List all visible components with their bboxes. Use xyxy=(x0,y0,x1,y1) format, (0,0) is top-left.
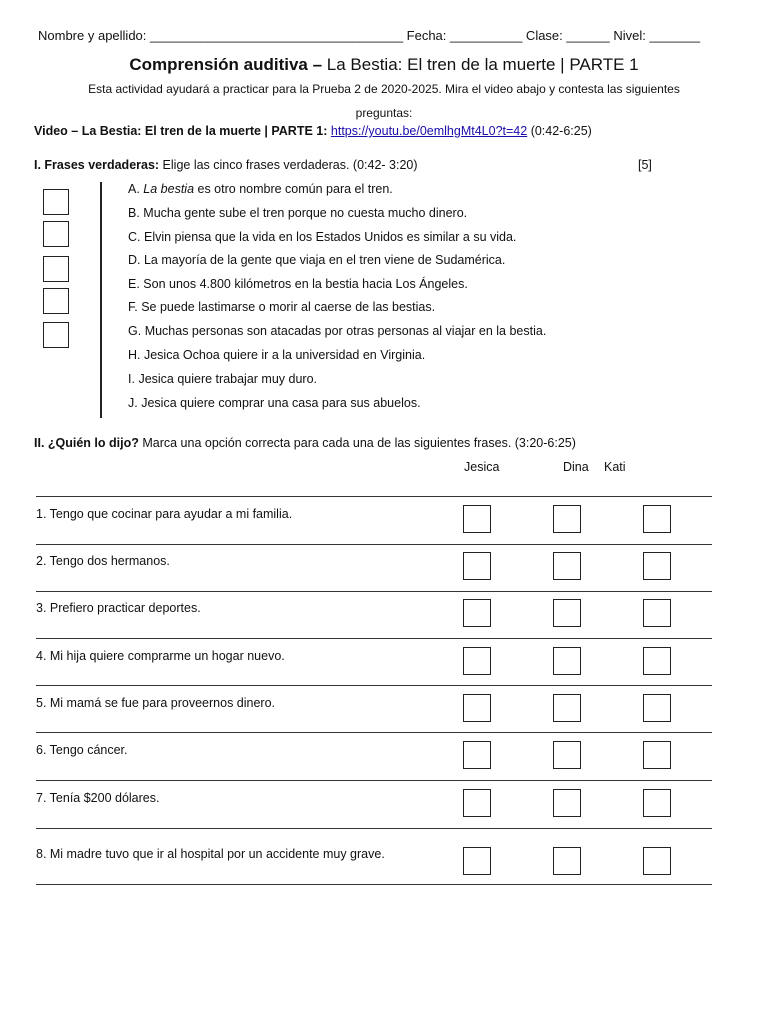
statement-letter: E. xyxy=(128,277,140,291)
statement-text: es otro nombre común para el tren. xyxy=(194,182,393,196)
question-4: 4. Mi hija quiere comprarme un hogar nuevo. xyxy=(36,649,285,663)
question-6: 6. Tengo cáncer. xyxy=(36,743,128,757)
answer-checkbox-3[interactable] xyxy=(43,256,69,282)
checkbox-q6-dina[interactable] xyxy=(553,741,581,769)
answer-checkbox-5[interactable] xyxy=(43,322,69,348)
question-7: 7. Tenía $200 dólares. xyxy=(36,791,160,805)
question-8: 8. Mi madre tuvo que ir al hospital por un accidente muy grave. xyxy=(36,847,385,861)
checkbox-q3-jesica[interactable] xyxy=(463,599,491,627)
statement-j xyxy=(128,396,421,410)
checkbox-q7-jesica[interactable] xyxy=(463,789,491,817)
title-bold: Comprensión auditiva – xyxy=(129,55,323,74)
checkbox-q2-jesica[interactable] xyxy=(463,552,491,580)
divider-line xyxy=(36,732,712,733)
answer-checkbox-4[interactable] xyxy=(43,288,69,314)
statement-text: Se puede lastimarse o morir al caerse de las bestias. xyxy=(141,300,436,314)
answer-checkbox-2[interactable] xyxy=(43,221,69,247)
checkbox-q4-jesica[interactable] xyxy=(463,647,491,675)
statement-text: Mucha gente sube el tren porque no cuesta mucho dinero. xyxy=(143,206,468,220)
statement-f xyxy=(128,300,435,314)
question-1: 1. Tengo que cocinar para ayudar a mi familia. xyxy=(36,507,293,521)
divider-line xyxy=(36,591,712,592)
statement-letter: A. xyxy=(128,182,140,196)
statement-text: Muchas personas son atacadas por otras personas al viajar en la bestia. xyxy=(144,324,547,338)
checkbox-q4-dina[interactable] xyxy=(553,647,581,675)
page-title xyxy=(0,55,768,75)
question-5: 5. Mi mamá se fue para proveernos dinero. xyxy=(36,696,276,710)
section1-divider xyxy=(100,182,102,418)
divider-line xyxy=(36,780,712,781)
statement-i xyxy=(128,372,317,386)
checkbox-q7-dina[interactable] xyxy=(553,789,581,817)
checkbox-q8-dina[interactable] xyxy=(553,847,581,875)
checkbox-q2-dina[interactable] xyxy=(553,552,581,580)
section2-heading xyxy=(34,436,576,450)
checkbox-q6-jesica[interactable] xyxy=(463,741,491,769)
statement-g xyxy=(128,324,546,338)
statement-d xyxy=(128,253,505,267)
statement-text: Elvin piensa que la vida en los Estados Unidos es similar a su vida. xyxy=(143,230,517,244)
checkbox-q1-kati[interactable] xyxy=(643,505,671,533)
statement-letter: B. xyxy=(128,206,140,220)
section1-heading-bold: I. Frases verdaderas: xyxy=(34,158,160,172)
statement-text: Jesica Ochoa quiere ir a la universidad en Virginia. xyxy=(143,348,426,362)
statement-letter: J. xyxy=(128,396,138,410)
checkbox-q5-jesica[interactable] xyxy=(463,694,491,722)
statement-a xyxy=(128,182,393,196)
statement-text: Jesica quiere comprar una casa para sus abuelos. xyxy=(141,396,421,410)
checkbox-q7-kati[interactable] xyxy=(643,789,671,817)
video-link[interactable]: https://youtu.be/0emlhgMt4L0?t=42 xyxy=(330,124,528,138)
instructions: Esta actividad ayudará a practicar para la Prueba 2 de 2020-2025. Mira el video abajo y contesta las siguientes preguntas: xyxy=(88,82,680,120)
divider-line xyxy=(36,544,712,545)
statement-letter: I. xyxy=(128,372,135,386)
section1-points: [5] xyxy=(638,158,652,172)
video-label: Video – La Bestia: El tren de la muerte | PARTE 1: xyxy=(34,124,328,138)
section2-heading-rest: Marca una opción correcta para cada una de las siguientes frases. (3:20-6:25) xyxy=(138,436,576,450)
question-3: 3. Prefiero practicar deportes. xyxy=(36,601,201,615)
statement-text: Son unos 4.800 kilómetros en la bestia hacia Los Ángeles. xyxy=(143,277,468,291)
column-header-kati: Kati xyxy=(604,460,626,474)
statement-letter: F. xyxy=(128,300,138,314)
section1-heading-rest: Elige las cinco frases verdaderas. (0:42- 3:20) xyxy=(159,158,418,172)
section1-heading xyxy=(34,158,418,172)
statement-letter: C. xyxy=(128,230,141,244)
statement-c xyxy=(128,230,516,244)
statement-b xyxy=(128,206,467,220)
title-normal: La Bestia: El tren de la muerte | PARTE 1 xyxy=(322,55,639,74)
checkbox-q3-kati[interactable] xyxy=(643,599,671,627)
checkbox-q8-kati[interactable] xyxy=(643,847,671,875)
statement-letter: H. xyxy=(128,348,141,362)
checkbox-q6-kati[interactable] xyxy=(643,741,671,769)
divider-line xyxy=(36,884,712,885)
statement-italic: La bestia xyxy=(143,182,195,196)
answer-checkbox-1[interactable] xyxy=(43,189,69,215)
video-line xyxy=(34,124,592,138)
checkbox-q5-dina[interactable] xyxy=(553,694,581,722)
divider-line xyxy=(36,685,712,686)
video-time: (0:42-6:25) xyxy=(527,124,592,138)
question-2: 2. Tengo dos hermanos. xyxy=(36,554,170,568)
checkbox-q8-jesica[interactable] xyxy=(463,847,491,875)
divider-line xyxy=(36,828,712,829)
statement-letter: G. xyxy=(128,324,142,338)
checkbox-q1-jesica[interactable] xyxy=(463,505,491,533)
statement-letter: D. xyxy=(128,253,141,267)
checkbox-q3-dina[interactable] xyxy=(553,599,581,627)
column-header-jesica: Jesica xyxy=(464,460,500,474)
column-header-dina: Dina xyxy=(563,460,589,474)
checkbox-q2-kati[interactable] xyxy=(643,552,671,580)
statement-text: La mayoría de la gente que viaja en el tren viene de Sudamérica. xyxy=(143,253,506,267)
statement-h xyxy=(128,348,425,362)
divider-line xyxy=(36,496,712,497)
statement-text: Jesica quiere trabajar muy duro. xyxy=(138,372,317,386)
statement-e xyxy=(128,277,468,291)
divider-line xyxy=(36,638,712,639)
section2-heading-bold: II. ¿Quién lo dijo? xyxy=(34,436,139,450)
student-info-line: Nombre y apellido: ___________________________________ Fecha: __________ Clase: ______ Nivel: _______ xyxy=(38,28,701,43)
checkbox-q1-dina[interactable] xyxy=(553,505,581,533)
checkbox-q5-kati[interactable] xyxy=(643,694,671,722)
checkbox-q4-kati[interactable] xyxy=(643,647,671,675)
